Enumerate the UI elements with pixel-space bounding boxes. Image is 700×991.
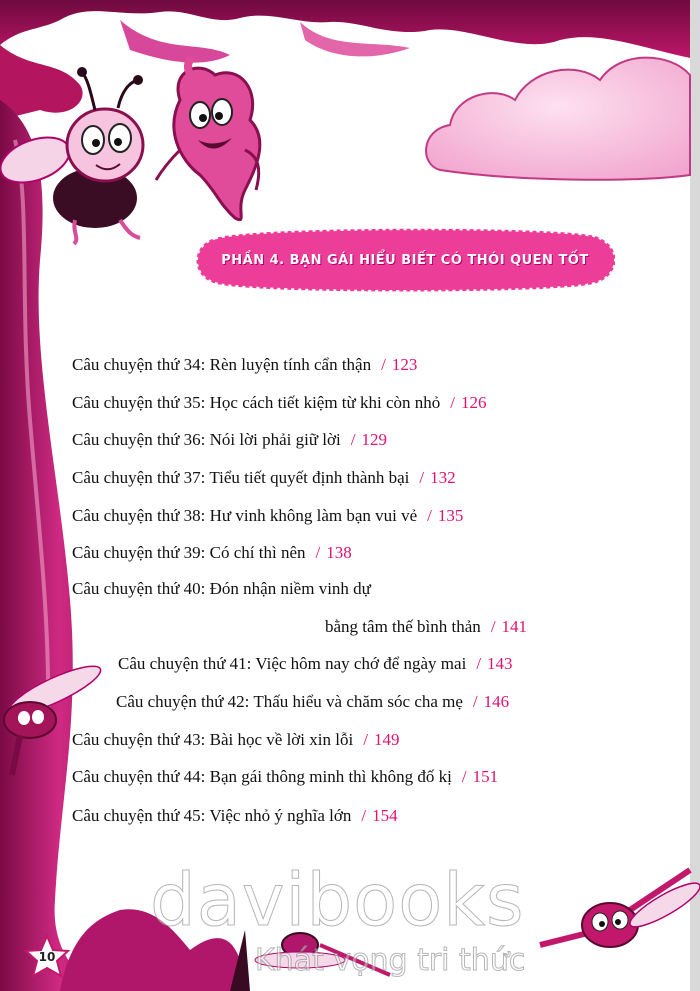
toc-label: Câu chuyện thứ 42: (116, 692, 250, 711)
toc-title: Bạn gái thông minh thì không đố kị (209, 767, 452, 786)
toc-page: 138 (326, 543, 352, 562)
toc-title: Bài học về lời xin lỗi (209, 730, 354, 749)
toc-separator: / (315, 543, 321, 562)
toc-page: 151 (472, 767, 499, 786)
toc-title: Việc hôm nay chớ để ngày mai (255, 654, 467, 673)
dragonfly-right (540, 870, 700, 947)
toc-title: Nói lời phải giữ lời (209, 430, 341, 449)
toc-page: 141 (501, 617, 528, 636)
toc-separator: / (461, 767, 467, 786)
toc-page: 126 (461, 393, 487, 412)
toc-entry-42[interactable] (116, 692, 509, 712)
toc-label: Câu chuyện thứ 43: (72, 730, 206, 749)
toc-label: Câu chuyện thứ 35: (72, 393, 206, 412)
toc-label: Câu chuyện thứ 41: (118, 654, 252, 673)
toc-label: Câu chuyện thứ 45: (72, 806, 206, 825)
page-number: 10 (38, 950, 56, 964)
toc-page: 123 (391, 355, 418, 374)
toc-separator: / (450, 393, 455, 412)
toc-page: 129 (361, 430, 387, 449)
toc-title: Rèn luyện tính cẩn thận (209, 355, 372, 374)
toc-title: Học cách tiết kiệm từ khi còn nhỏ (209, 393, 441, 412)
toc-page: 135 (437, 506, 464, 525)
toc-label: Câu chuyện thứ 37: (72, 468, 206, 487)
toc-entry-44[interactable] (72, 767, 498, 787)
toc-entry-38[interactable] (72, 506, 463, 526)
toc-title: Đón nhận niềm vinh dự (209, 579, 371, 598)
toc-page: 154 (372, 806, 398, 825)
toc-separator: / (350, 430, 356, 449)
toc-entry-39[interactable] (72, 543, 352, 563)
toc-page: 143 (487, 654, 513, 673)
toc-entry-40-continued[interactable] (325, 617, 527, 637)
toc-title: Tiểu tiết quyết định thành bại (209, 468, 410, 487)
section-title: PHẦN 4. BẠN GÁI HIỂU BIẾT CÓ THÓI QUEN TỐT (221, 252, 589, 268)
section-banner (195, 228, 615, 292)
toc-title: Việc nhỏ ý nghĩa lớn (209, 806, 352, 825)
ghost-character (156, 60, 260, 220)
toc-label: Câu chuyện thứ 44: (72, 767, 206, 786)
toc-title-continued: bằng tâm thế bình thản (325, 617, 481, 636)
toc-separator: / (490, 617, 496, 636)
toc-label: Câu chuyện thứ 39: (72, 543, 206, 562)
toc-entry-41[interactable] (118, 654, 513, 674)
toc-label: Câu chuyện thứ 38: (72, 506, 206, 525)
toc-page: 132 (430, 468, 456, 487)
cloud (426, 58, 690, 180)
toc-entry-45[interactable] (72, 806, 398, 826)
toc-page: 149 (373, 730, 400, 749)
toc-separator: / (419, 468, 425, 487)
watermark-slogan: Khát vọng tri thức (255, 943, 526, 978)
toc-separator: / (472, 692, 478, 711)
toc-entry-35[interactable] (72, 393, 487, 413)
toc-entry-36[interactable] (72, 430, 387, 450)
toc-label: Câu chuyện thứ 34: (72, 355, 206, 374)
toc-title: Hư vinh không làm bạn vui vẻ (209, 506, 418, 525)
watermark-brand: davibooks (150, 858, 525, 942)
toc-title: Có chí thì nên (209, 543, 306, 562)
toc-separator: / (476, 654, 482, 673)
toc-separator: / (427, 506, 432, 525)
toc-entry-43[interactable] (72, 730, 399, 750)
toc-separator: / (381, 355, 386, 374)
toc-label: Câu chuyện thứ 40: (72, 579, 206, 598)
toc-entry-40[interactable] (72, 579, 371, 599)
toc-entry-37[interactable] (72, 468, 456, 488)
toc-label: Câu chuyện thứ 36: (72, 430, 206, 449)
toc-separator: / (363, 730, 368, 749)
toc-entry-34[interactable] (72, 355, 417, 375)
toc-page: 146 (483, 692, 510, 711)
toc-title: Thấu hiểu và chăm sóc cha mẹ (253, 692, 463, 711)
toc-separator: / (361, 806, 367, 825)
